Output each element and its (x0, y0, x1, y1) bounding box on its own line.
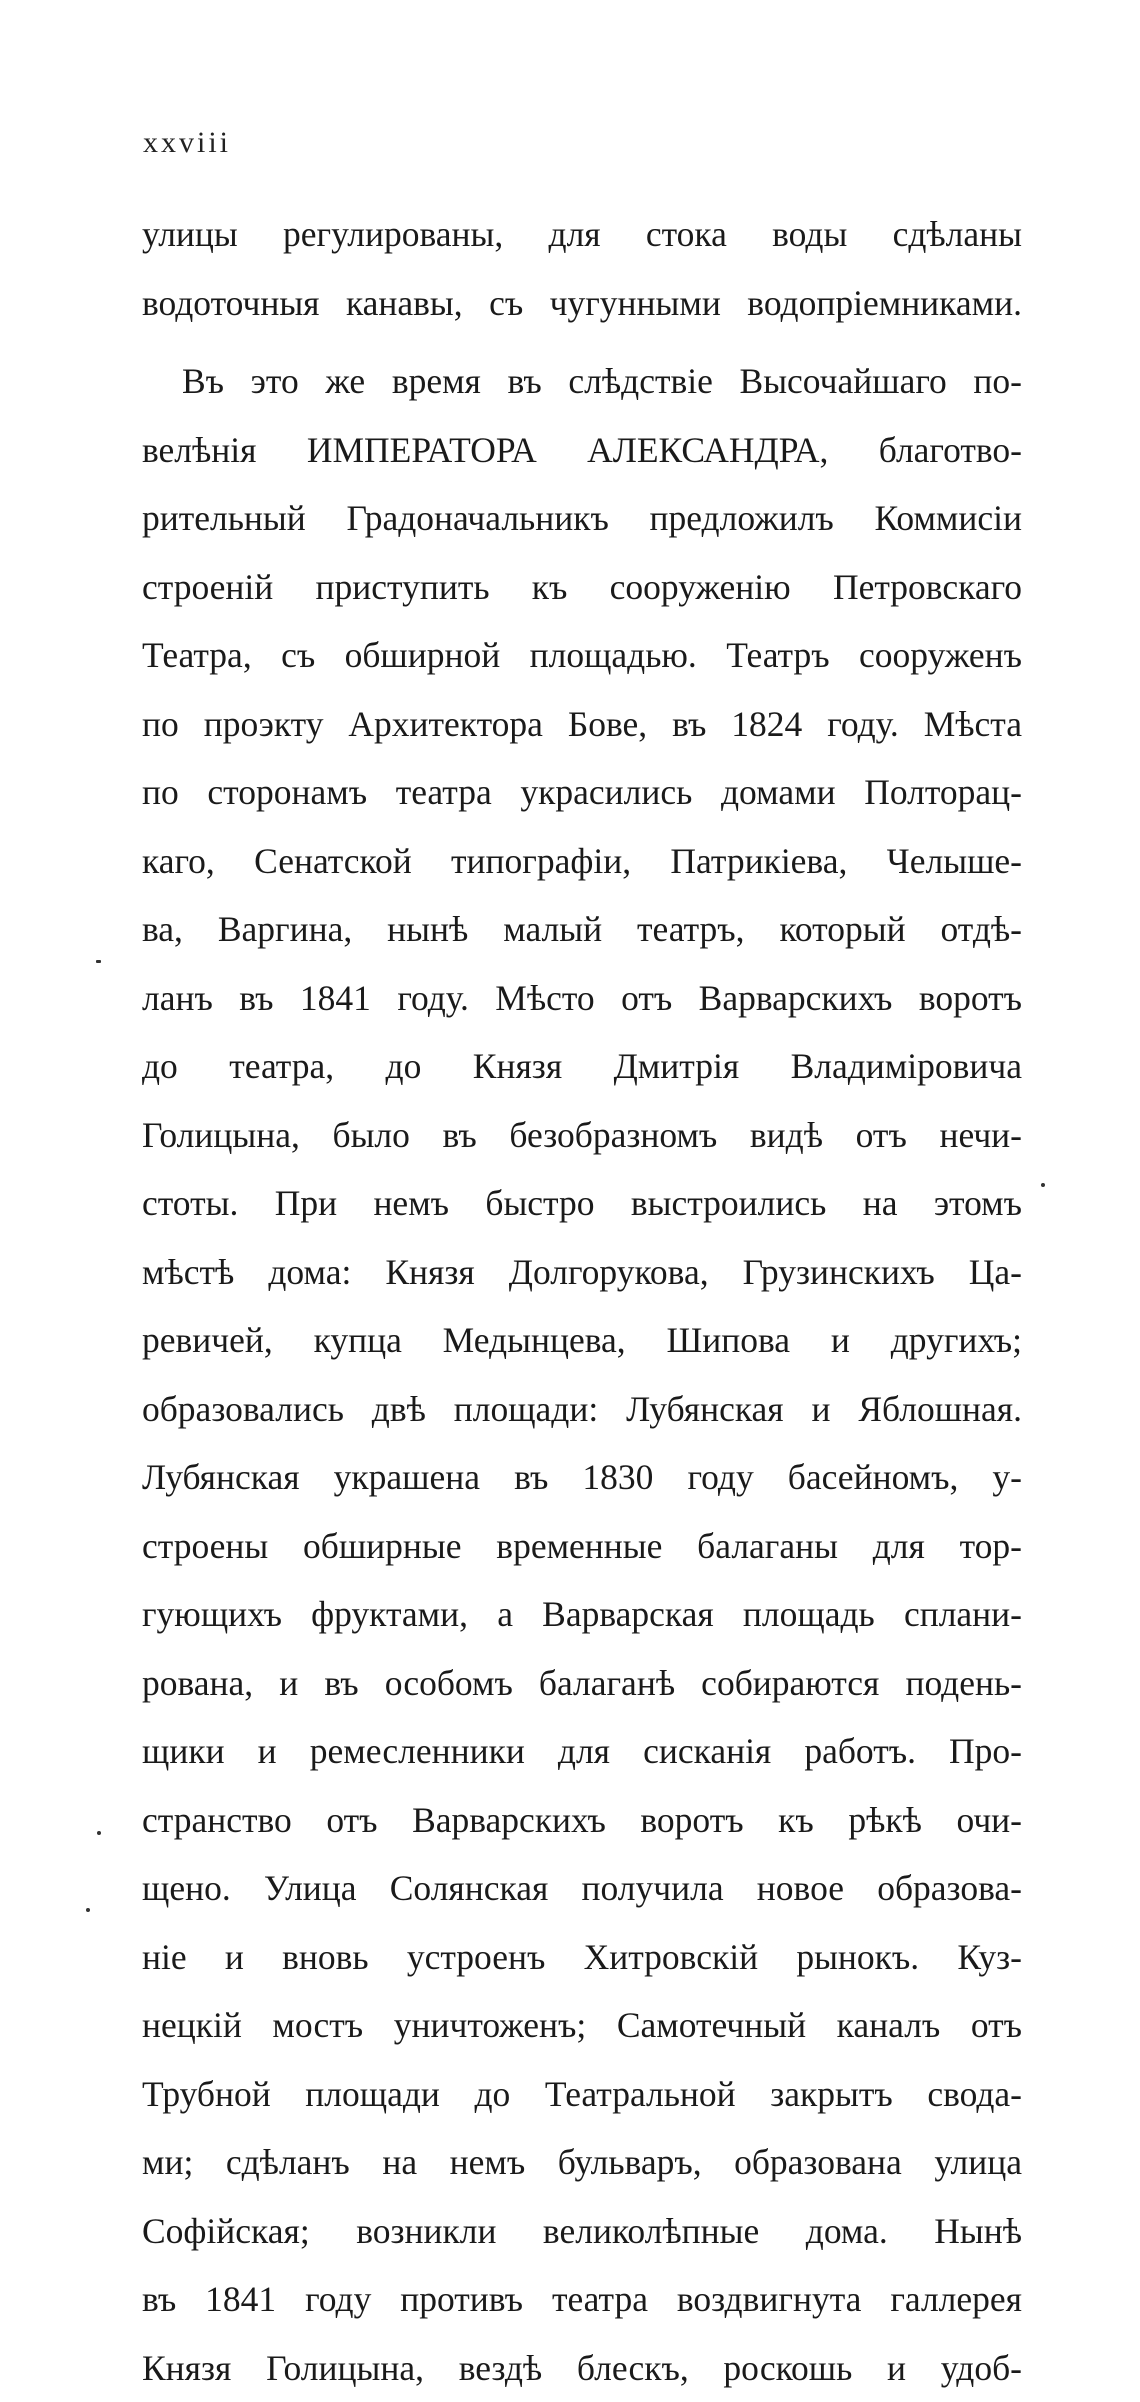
text-line: улицы регулированы, для стока воды сдѣланы (142, 200, 1022, 269)
text-line: нецкій мостъ уничтоженъ; Самотечный каналъ отъ (142, 1991, 1022, 2060)
text-line: странство отъ Варварскихъ воротъ къ рѣкѣ очи- (142, 1786, 1022, 1855)
paragraph-start-line: Въ это же время въ слѣдствіе Высочайшаго по- (142, 347, 1022, 416)
text-line: Голицына, было въ безобразномъ видѣ отъ нечи- (142, 1101, 1022, 1170)
text-line: водоточныя канавы, съ чугунными водопріемниками. (142, 269, 1022, 338)
text-line: по сторонамъ театра украсились домами Полторац- (142, 758, 1022, 827)
text-line: по проэкту Архитектора Бове, въ 1824 году. Мѣста (142, 690, 1022, 759)
text-line: ва, Варгина, нынѣ малый театръ, который отдѣ- (142, 895, 1022, 964)
text-line: Театра, съ обширной площадью. Театръ сооруженъ (142, 621, 1022, 690)
text-line: велѣнія ИМПЕРАТОРА АЛЕКСАНДРА, благотво- (142, 416, 1022, 485)
text-line: ніе и вновь устроенъ Хитровскій рынокъ. Куз- (142, 1923, 1022, 1992)
text-line: рована, и въ особомъ балаганѣ собираются подень- (142, 1649, 1022, 1718)
body-text (142, 200, 1022, 2402)
text-line: до театра, до Князя Дмитрія Владиміровича (142, 1032, 1022, 1101)
text-line: каго, Сенатской типографіи, Патрикіева, Челыше- (142, 827, 1022, 896)
text-line: образовались двѣ площади: Лубянская и Яблошная. (142, 1375, 1022, 1444)
text-line: Князя Голицына, вездѣ блескъ, роскошь и удоб- (142, 2334, 1022, 2402)
text-line: въ 1841 году противъ театра воздвигнута галлерея (142, 2265, 1022, 2334)
margin-speck (96, 960, 101, 963)
text-line: Лубянская украшена въ 1830 году басейномъ, у- (142, 1443, 1022, 1512)
page-number: xxviii (143, 126, 231, 160)
margin-speck (1041, 1183, 1045, 1187)
text-line: Трубной площади до Театральной закрытъ свода- (142, 2060, 1022, 2129)
text-line: строены обширные временные балаганы для тор- (142, 1512, 1022, 1581)
text-line: мѣстѣ дома: Князя Долгорукова, Грузинскихъ Ца- (142, 1238, 1022, 1307)
text-line: ми; сдѣланъ на немъ бульваръ, образована улица (142, 2128, 1022, 2197)
text-line: щено. Улица Солянская получила новое образова- (142, 1854, 1022, 1923)
text-line: гующихъ фруктами, а Варварская площадь сплани- (142, 1580, 1022, 1649)
text-line: рительный Градоначальникъ предложилъ Коммисіи (142, 484, 1022, 553)
text-line: Софійская; возникли великолѣпные дома. Нынѣ (142, 2197, 1022, 2266)
text-line: строеній приступить къ сооруженію Петровскаго (142, 553, 1022, 622)
text-line: стоты. При немъ быстро выстроились на этомъ (142, 1169, 1022, 1238)
text-line: щики и ремесленники для сисканія работъ. Про- (142, 1717, 1022, 1786)
margin-speck (97, 1831, 101, 1835)
text-line: ревичей, купца Медынцева, Шипова и другихъ; (142, 1306, 1022, 1375)
margin-speck (86, 1908, 90, 1912)
text-line: ланъ въ 1841 году. Мѣсто отъ Варварскихъ воротъ (142, 964, 1022, 1033)
